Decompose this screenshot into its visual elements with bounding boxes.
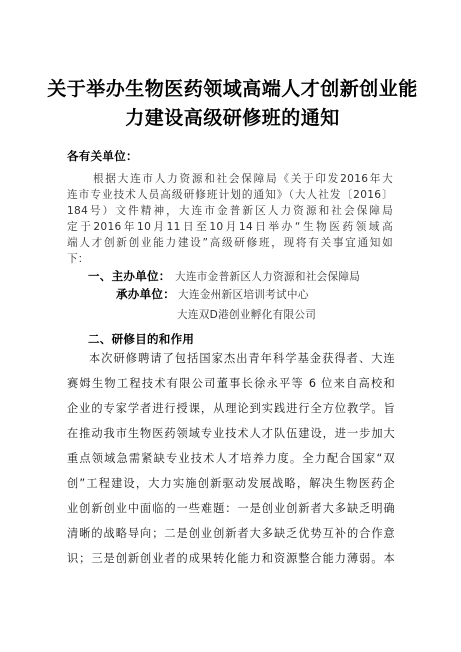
- salutation: 各有关单位：: [67, 149, 138, 163]
- intro-line: 根据大连市人力资源和社会保障局《关于印发2016年大: [93, 173, 393, 185]
- section-2-heading: 二、研修目的和作用: [88, 332, 195, 346]
- body-line: 识；三是创新创业者的成果转化能力和资源整合能力薄弱。本: [67, 552, 395, 565]
- document-title-line-1: 关于举办生物医药领域高端人才创新创业能: [47, 78, 418, 100]
- intro-line: 184号）文件精神，大连市金普新区人力资源和社会保障局: [67, 205, 393, 217]
- body-line: 在推动我市生物医药领域专业技术人才队伍建设，进一步加大: [67, 427, 395, 440]
- co-host-organization-2: 大连双D港创业孵化有限公司: [177, 309, 317, 321]
- intro-line: 端人才创新创业能力建设”高级研修班，现将有关事宜通知如: [67, 237, 393, 249]
- intro-line: 连市专业技术人员高级研修班计划的通知》（大人社发〔2016〕: [67, 189, 393, 201]
- document-title-line-2: 力建设高级研修班的通知: [125, 107, 340, 129]
- co-host-organization-1: 大连金州新区培训考试中心: [178, 289, 309, 301]
- host-organization: 大连市金普新区人力资源和社会保障局: [175, 271, 361, 283]
- intro-line: 定于2016年10月11日至10月14日举办“生物医药领域高: [67, 221, 393, 233]
- body-line: 重点领域急需紧缺专业技术人才培养力度。全力配合国家“双: [67, 452, 395, 465]
- body-line: 赛姆生物工程技术有限公司董事长徐永平等 6 位来自高校和: [67, 377, 395, 390]
- body-line: 本次研修聘请了包括国家杰出青年科学基金获得者、大连: [89, 352, 395, 365]
- section-1-heading: 一、主办单位：: [88, 269, 171, 283]
- co-host-heading: 承办单位：: [116, 287, 175, 301]
- body-line: 创”工程建设，大力实施创新驱动发展战略，解决生物医药企: [67, 477, 395, 490]
- intro-line: 下：: [67, 253, 89, 265]
- body-line: 业创新创业中面临的一些难题：一是创业创新者大多缺乏明确: [67, 502, 395, 515]
- body-line: 企业的专家学者进行授课，从理论到实践进行全方位教学。旨: [67, 402, 395, 415]
- body-line: 清晰的战略导向；二是创业创新者大多缺乏优势互补的合作意: [67, 527, 395, 540]
